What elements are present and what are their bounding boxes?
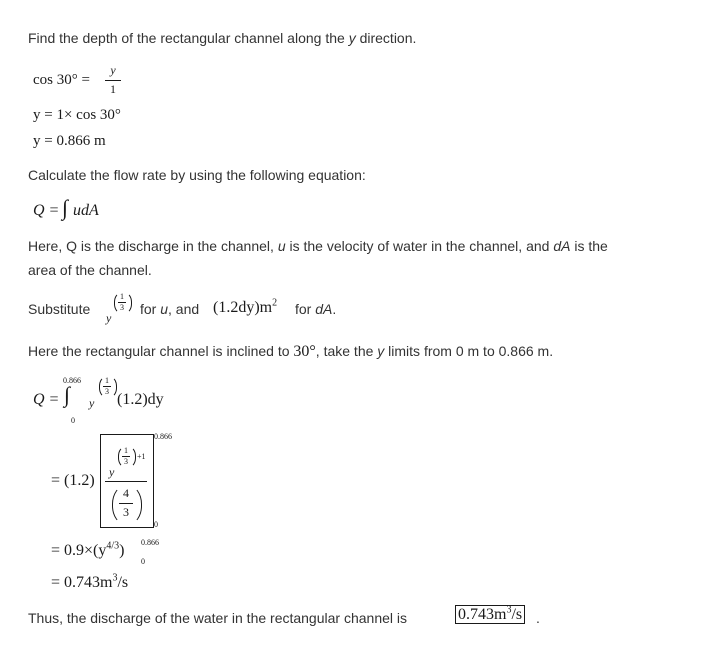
sub-for-u: for u, and: [140, 301, 200, 317]
eq-y-cos: y = 1× cos 30°: [33, 107, 121, 123]
step3-upper: 0.866: [141, 538, 159, 547]
sub-y-base: y: [106, 311, 112, 325]
integral-sign-2: ∫: [64, 382, 71, 407]
antideriv-den-bar: [119, 503, 133, 504]
fraction-bar: [105, 80, 121, 81]
antiderivative-lower: 0: [154, 520, 158, 529]
answer-box: $0.743m^3/s$: [455, 606, 525, 624]
antideriv-exp-parens: [118, 446, 136, 468]
step3-lower: 0: [141, 557, 145, 566]
integral-lower-limit: 0: [71, 416, 75, 425]
intro-depth: Find the depth of the rectangular channel along the y direction.: [28, 30, 417, 46]
sub-expression: $(1.2dy)m^2$: [213, 297, 278, 316]
integral-upper-limit: 0.866: [63, 376, 81, 385]
antiderivative-upper: 0.866: [154, 432, 172, 441]
integral-exp-den: 3: [105, 387, 109, 396]
eq-integrand: udA: [73, 202, 99, 219]
sub-for-da: for dA.: [295, 301, 337, 317]
integral-exp-num: 1: [105, 376, 109, 385]
antiderivative-coef: = (1.2): [51, 472, 95, 489]
here-text-line1: Here, Q is the discharge in the channel, u is the velocity of water in the channel, and dA is the: [28, 238, 608, 254]
sub-exp-parens: [114, 292, 132, 314]
conclusion-text: Thus, the discharge of the water in the rectangular channel is: [28, 610, 407, 626]
incline-text: Here the rectangular channel is inclined to 30°, take the y limits from 0 m to 0.866 m.: [28, 343, 554, 360]
integral-sign: ∫: [62, 195, 69, 220]
eq-frac-den: 1: [110, 82, 116, 96]
here-text-line2: area of the channel.: [28, 262, 152, 278]
sub-exp-num: 1: [120, 292, 124, 301]
antideriv-plus-one: +1: [137, 452, 146, 461]
eq-q: Q =: [33, 202, 60, 219]
sub-exp-den: 3: [120, 303, 124, 312]
eq-cos-lhs: cos 30° =: [33, 72, 90, 88]
integral-exp-parens: [99, 376, 117, 398]
intro-flow-rate: Calculate the flow rate by using the following equation:: [28, 167, 366, 183]
antideriv-main-bar: [105, 481, 147, 482]
step3-expression: = $0.9\times(y^{4/3})$: [51, 540, 125, 559]
conclusion-dot: .: [536, 610, 540, 626]
antideriv-den-four: 4: [123, 486, 129, 500]
integral-tail: (1.2)dy: [117, 391, 164, 408]
substitute-word: Substitute: [28, 301, 91, 317]
antideriv-den-three: 3: [123, 505, 129, 519]
antideriv-exp-num: 1: [124, 446, 128, 455]
integral-y-base: y: [89, 396, 95, 410]
eq-y-value: y = 0.866 m: [33, 133, 106, 149]
step4-result: = $0.743m^3/s$: [51, 572, 129, 591]
antideriv-y-base: y: [109, 465, 115, 479]
integral-q: Q =: [33, 391, 60, 408]
eq-frac-num: y: [110, 63, 116, 77]
antideriv-exp-den: 3: [124, 457, 128, 466]
